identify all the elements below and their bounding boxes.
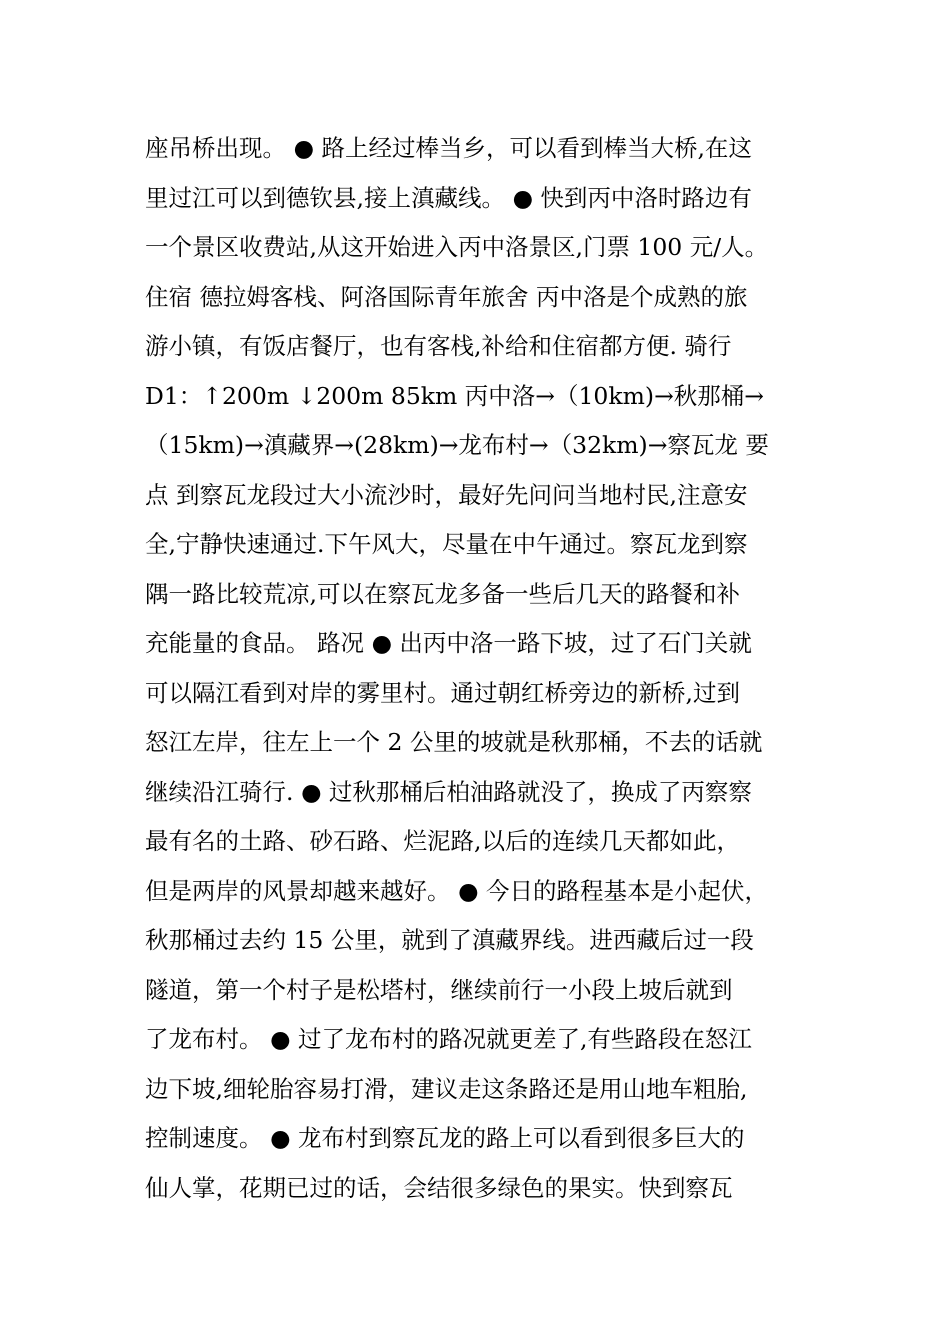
text-line: 一个景区收费站,从这开始进入丙中洛景区,门票 100 元/人。 xyxy=(145,233,769,261)
text-line: D1：↑200m ↓200m 85km 丙中洛→（10km)→秋那桶→ xyxy=(145,381,764,410)
text-line: 但是两岸的风景却越来越好。 ● 今日的路程基本是小起伏， xyxy=(145,876,768,905)
text-line: 全,宁静快速通过.下午风大，尽量在中午通过。察瓦龙到察 xyxy=(145,530,748,558)
text-line: 游小镇，有饭店餐厅，也有客栈,补给和住宿都方便. 骑行 xyxy=(145,332,732,360)
text-line: 点 到察瓦龙段过大小流沙时，最好先问问当地村民,注意安 xyxy=(145,480,748,509)
text-line: 怒江左岸，往左上一个 2 公里的坡就是秋那桶，不去的话就 xyxy=(145,728,763,756)
text-line: 边下坡,细轮胎容易打滑，建议走这条路还是用山地车粗胎, xyxy=(145,1074,748,1103)
text-line: 了龙布村。 ● 过了龙布村的路况就更差了,有些路段在怒江 xyxy=(145,1025,752,1053)
text-line: 秋那桶过去约 15 公里，就到了滇藏界线。进西藏后过一段 xyxy=(145,926,754,954)
text-line: 隧道，第一个村子是松塔村，继续前行一小段上坡后就到 xyxy=(145,975,733,1004)
text-line: 里过江可以到德钦县,接上滇藏线。 ● 快到丙中洛时路边有 xyxy=(145,183,752,212)
text-line: 座吊桥出现。 ● 路上经过棒当乡，可以看到棒当大桥,在这 xyxy=(145,134,752,162)
text-line: 最有名的土路、砂石路、烂泥路,以后的连续几天都如此， xyxy=(145,827,740,855)
text-line: 继续沿江骑行. ● 过秋那桶后柏油路就没了，换成了丙察察 xyxy=(145,777,752,806)
text-line: 控制速度。 ● 龙布村到察瓦龙的路上可以看到很多巨大的 xyxy=(145,1124,745,1152)
text-line: 隅一路比较荒凉,可以在察瓦龙多备一些后几天的路餐和补 xyxy=(145,579,740,608)
text-line: 充能量的食品。 路况 ● 出丙中洛一路下坡，过了石门关就 xyxy=(145,629,752,657)
text-line: 可以隔江看到对岸的雾里村。通过朝红桥旁边的新桥,过到 xyxy=(145,678,740,707)
body-text xyxy=(145,124,815,1213)
text-line: 住宿 德拉姆客栈、阿洛国际青年旅舍 丙中洛是个成熟的旅 xyxy=(145,282,748,311)
text-line: 仙人掌，花期已过的话，会结很多绿色的果实。快到察瓦 xyxy=(145,1173,733,1202)
text-line: （15km)→滇藏界→(28km)→龙布村→（32km)→察瓦龙 要 xyxy=(145,431,769,459)
